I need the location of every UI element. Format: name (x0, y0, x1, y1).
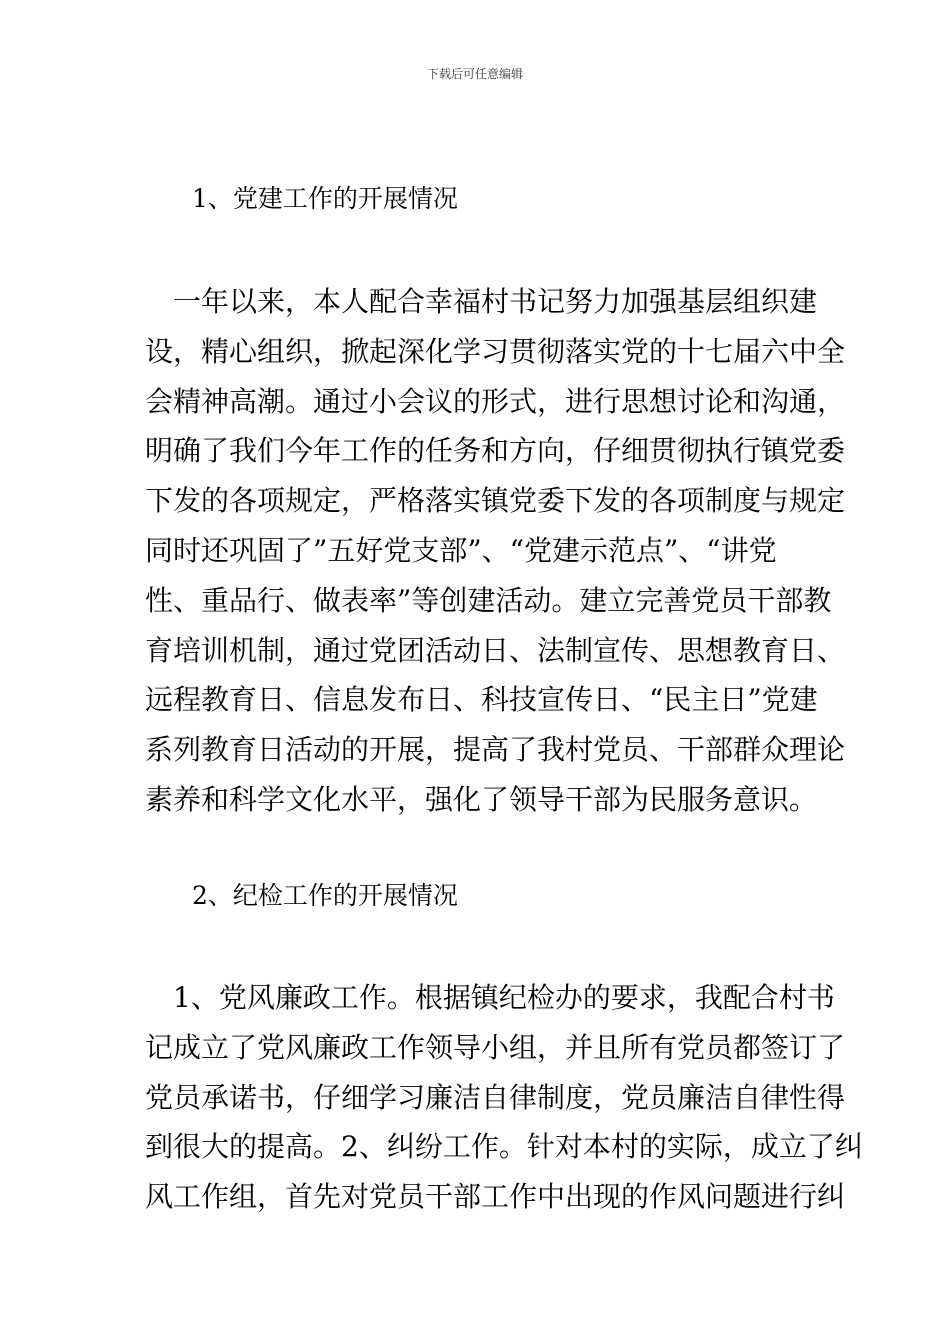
paragraph-line: 下发的各项规定，严格落实镇党委下发的各项制度与规定 (145, 484, 846, 518)
paragraph-line: 一年以来，本人配合幸福村书记努力加强基层组织建 (145, 285, 818, 318)
paragraph-line: 育培训机制，通过党团活动日、法制宣传、思想教育日、 (145, 633, 846, 667)
paragraph-line: 风工作组，首先对党员干部工作中出现的作风问题进行纠 (145, 1180, 846, 1214)
section-heading-1: 1、党建工作的开展情况 (192, 184, 458, 213)
paragraph-line: 素养和科学文化水平，强化了领导干部为民服务意识。 (145, 782, 818, 816)
paragraph-line: 会精神高潮。通过小会议的形式，进行思想讨论和沟通， (145, 384, 846, 418)
paragraph-line: 记成立了党风廉政工作领导小组，并且所有党员都签订了 (145, 1030, 846, 1064)
header-note: 下载后可任意编辑 (426, 67, 523, 81)
paragraph-line: 远程教育日、信息发布日、科技宣传日、“民主日”党建 (145, 683, 818, 717)
paragraph-line: 系列教育日活动的开展，提高了我村党员、干部群众理论 (145, 733, 846, 767)
paragraph-line: 性、重品行、做表率”等创建活动。建立完善党员干部教 (145, 583, 832, 617)
section-1-paragraph (145, 284, 846, 832)
paragraph-line: 设，精心组织，掀起深化学习贯彻落实党的十七届六中全 (145, 334, 846, 368)
section-2-paragraph (145, 980, 863, 1229)
paragraph-line: 同时还巩固了”五好党支部”、“党建示范点”、“讲党 (145, 533, 777, 567)
paragraph-line: 党员承诺书，仔细学习廉洁自律制度，党员廉洁自律性得 (145, 1080, 846, 1114)
section-heading-2: 2、纪检工作的开展情况 (192, 881, 458, 910)
paragraph-line: 明确了我们今年工作的任务和方向，仔细贯彻执行镇党委 (145, 434, 846, 468)
paragraph-line: 1、党风廉政工作。根据镇纪检办的要求，我配合村书 (145, 981, 835, 1014)
paragraph-line: 到很大的提高。2、纠纷工作。针对本村的实际，成立了纠 (145, 1130, 863, 1164)
